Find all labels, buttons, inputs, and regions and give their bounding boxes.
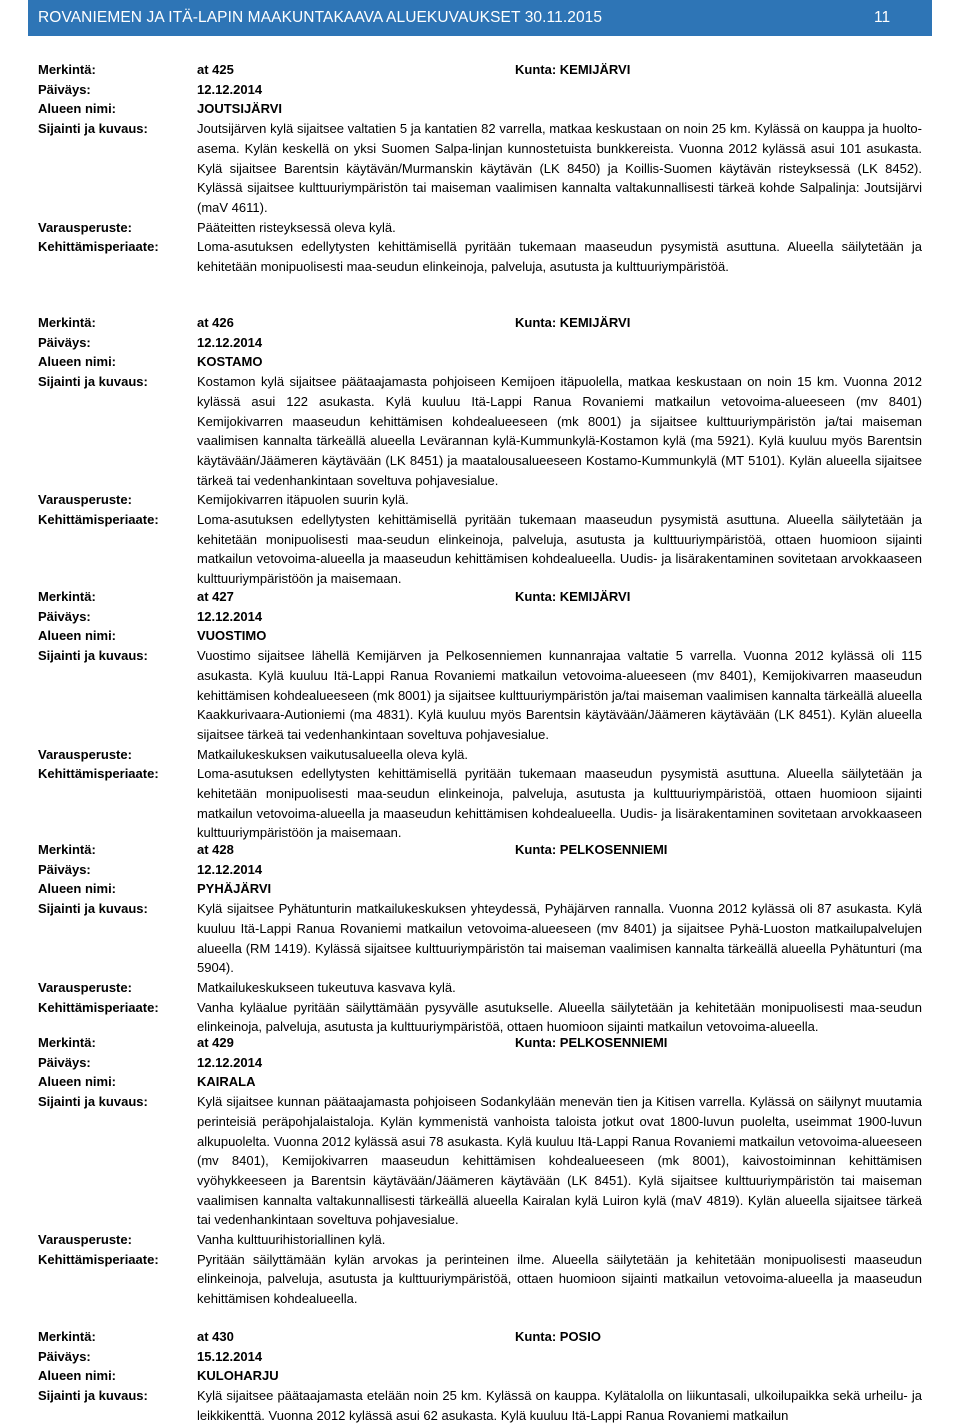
- name-row: [38, 626, 922, 646]
- varausperuste-text: Vanha kulttuurihistoriallinen kylä.: [197, 1232, 386, 1248]
- sijainti-label: Sijainti ja kuvaus:: [38, 121, 148, 137]
- date-row: [38, 333, 922, 353]
- entry-code: at 430: [197, 1329, 234, 1344]
- alueen-nimi-label: Alueen nimi:: [38, 1074, 117, 1090]
- page-header: [28, 0, 932, 36]
- municipality: Kunta: KEMIJÄRVI: [515, 62, 631, 77]
- merkinta-label: Merkintä:: [38, 1035, 96, 1050]
- kehittamisperiaate-row: [38, 510, 922, 589]
- kehittamisperiaate-row: [38, 237, 922, 276]
- varausperuste-label: Varausperuste:: [38, 219, 132, 235]
- kehittamisperiaate-row: [38, 764, 922, 843]
- varausperuste-text: Pääteitten risteyksessä oleva kylä.: [197, 219, 396, 235]
- name-row: [38, 99, 922, 119]
- kehittamisperiaate-label: Kehittämisperiaate:: [38, 239, 159, 255]
- description-row: [38, 372, 922, 490]
- kehittamisperiaate-label: Kehittämisperiaate:: [38, 766, 159, 782]
- entry-code: at 429: [197, 1035, 234, 1050]
- merkinta-label: Merkintä:: [38, 1329, 96, 1344]
- varausperuste-row: [38, 490, 922, 510]
- paivays-label: Päiväys:: [38, 1054, 91, 1070]
- sijainti-label: Sijainti ja kuvaus:: [38, 1388, 148, 1404]
- date-row: [38, 1053, 922, 1073]
- kehittamisperiaate-row: [38, 1250, 922, 1309]
- area-name: VUOSTIMO: [197, 628, 267, 644]
- area-name: KULOHARJU: [197, 1368, 279, 1384]
- merkinta-label: Merkintä:: [38, 62, 96, 77]
- sijainti-label: Sijainti ja kuvaus:: [38, 374, 148, 390]
- entry-date: 12.12.2014: [197, 334, 263, 350]
- document-title: ROVANIEMEN JA ITÄ-LAPIN MAAKUNTAKAAVA ALUEKUVAUKSET 30.11.2015: [38, 9, 603, 26]
- sijainti-label: Sijainti ja kuvaus:: [38, 901, 148, 917]
- municipality: Kunta: PELKOSENNIEMI: [515, 1035, 668, 1050]
- merkinta-label: Merkintä:: [38, 315, 96, 330]
- entry-code-row: [38, 60, 922, 80]
- varausperuste-text: Matkailukeskuksen vaikutusalueella oleva kylä.: [197, 746, 468, 762]
- paivays-label: Päiväys:: [38, 608, 91, 624]
- kehittamisperiaate-text: Loma-asutuksen edellytysten kehittämisellä pyritään tukemaan maaseudun pysymistä asuttuna. Alueella säilytetään ja kehitetään monipuolisesti maa-seudun elinkeinoja, palveluja, asutusta ja kulttuuriympäristöä, ottaen huomioon sijainti matkailun vetovoima-alueella ja maaseudun kehittämisen kohdealueella. Uudis- ja lisärakentaminen sovitetaan arvokkaaseen kulttuuriympäristöön ja maisemaan.: [197, 766, 922, 841]
- area-description: Kylä sijaitsee Pyhätunturin matkailukeskuksen yhteydessä, Pyhäjärven rannalla. Vuonna 2012 kylässä oli 87 asukasta. Kylä kuuluu Itä-Lappi Ranua Rovaniemi matkailun vetovoima-alueeseen (mv 8401) ja sijaitsee Pyhä-Luoston matkailupalvelujen alueella (RM 1419). Kylässä sijaitsee kulttuuriympäristön tai maiseman vaalimisen kannalta tärkeällä alueella Pyhätunturi (ma 5904).: [197, 901, 922, 976]
- municipality: Kunta: KEMIJÄRVI: [515, 589, 631, 604]
- entry-code-row: [38, 1327, 922, 1347]
- name-row: [38, 352, 922, 372]
- date-row: [38, 80, 922, 100]
- area-name: PYHÄJÄRVI: [197, 881, 272, 897]
- entry-code: at 425: [197, 62, 234, 77]
- entry-at-429: [38, 1033, 922, 1327]
- entry-date: 12.12.2014: [197, 1054, 263, 1070]
- area-name: KAIRALA: [197, 1074, 256, 1090]
- name-row: [38, 1366, 922, 1386]
- merkinta-label: Merkintä:: [38, 589, 96, 604]
- varausperuste-text: Kemijokivarren itäpuolen suurin kylä.: [197, 492, 409, 508]
- area-description: Vuostimo sijaitsee lähellä Kemijärven ja Pelkosenniemen kunnanrajaa valtatie 5 varrella. Vuonna 2012 kylässä oli 115 asukasta. Kylä kuuluu Itä-Lappi Ranua Rovaniemi matkailun vetovoima-alueeseen (mv 8401), Kemijokivarren maaseudun kehittämisen kohdealueeseen (mk 8001) ja sijaitsee kulttuuriympäristön ja/tai maiseman vaalimisen kannalta tärkeällä alueella Kaakkurivaara-Autioniemi (ma 4831). Kylä kuuluu myös Barentsin käytävään/Jäämeren käytävään (LK 8451). Kylän alueella sijaitsee tärkeä tai vedenhankintaan soveltuva pohjavesialue.: [197, 648, 922, 742]
- varausperuste-label: Varausperuste:: [38, 1232, 132, 1248]
- sijainti-label: Sijainti ja kuvaus:: [38, 1094, 148, 1110]
- area-description: Kylä sijaitsee kunnan päätaajamasta pohjoiseen Sodankylään menevän tien ja Kitisen varrella. Kylässä on säilynyt muutamia perinteisiä peräpohjalaistaloja. Kylän kymmenistä vanhoista taloista jotkut ovat 1800-luvun puolelta, useimmat 1900-luvun alkupuolelta. Vuonna 2012 kylässä asui 78 asukasta. Kylä kuuluu Itä-Lappi Ranua Rovaniemi matkailun vetovoima-alueeseen (mv 8401), Kemijokivarren maaseudun kehittämisen kohdealueeseen (mk 8001), kaivostoiminnan kehittämisen vyöhykkeeseen ja Barentsin käytävään/Jäämeren käytävään (LK 8451). Kylä sijaitsee kulttuuriympäristön tai maiseman vaalimisen kannalta valtakunnallisesti tärkeällä alueella Kairalan kylä Luiron kylä (maV 4819). Kylän alueella sijaitsee tärkeä tai vedenhankintaan soveltuva pohjavesialue.: [197, 1094, 922, 1228]
- entry-date: 15.12.2014: [197, 1348, 263, 1364]
- entry-at-426: [38, 313, 922, 587]
- varausperuste-row: [38, 745, 922, 765]
- kehittamisperiaate-text: Loma-asutuksen edellytysten kehittämisellä pyritään tukemaan maaseudun pysymistä asuttuna. Alueella säilytetään ja kehitetään monipuolisesti maa-seudun elinkeinoja, palveluja, asutusta ja kulttuuriympäristöä, ottaen huomioon sijainti matkailun vetovoima-alueella ja maaseudun kehittämisen kohdealueella. Uudis- ja lisärakentaminen sovitetaan arvokkaaseen kulttuuriympäristöön ja maisemaan.: [197, 512, 922, 587]
- date-row: [38, 607, 922, 627]
- varausperuste-label: Varausperuste:: [38, 979, 132, 995]
- entry-list: [38, 60, 922, 1426]
- kehittamisperiaate-label: Kehittämisperiaate:: [38, 999, 159, 1015]
- entry-code-row: [38, 587, 922, 607]
- kehittamisperiaate-text: Pyritään säilyttämään kylän arvokas ja perinteinen ilme. Alueella säilytetään ja kehitetään monipuolisesti maaseudun elinkeinoja, palveluja, asutusta ja kulttuuriympäristöä, ottaen huomioon sijainti matkailun vetovoima-alueella ja maaseudun kehittämisen kohdealueella.: [197, 1251, 922, 1307]
- municipality: Kunta: PELKOSENNIEMI: [515, 842, 668, 857]
- date-row: [38, 860, 922, 880]
- description-row: [38, 1386, 922, 1425]
- alueen-nimi-label: Alueen nimi:: [38, 354, 117, 370]
- kehittamisperiaate-label: Kehittämisperiaate:: [38, 512, 159, 528]
- kehittamisperiaate-label: Kehittämisperiaate:: [38, 1251, 159, 1267]
- entry-code: at 428: [197, 842, 234, 857]
- entry-at-427: [38, 587, 922, 840]
- paivays-label: Päiväys:: [38, 1348, 91, 1364]
- alueen-nimi-label: Alueen nimi:: [38, 1368, 117, 1384]
- sijainti-label: Sijainti ja kuvaus:: [38, 648, 148, 664]
- name-row: [38, 879, 922, 899]
- entry-date: 12.12.2014: [197, 81, 263, 97]
- page-number: 11: [874, 9, 891, 26]
- entry-code: at 426: [197, 315, 234, 330]
- entry-at-425: [38, 60, 922, 313]
- alueen-nimi-label: Alueen nimi:: [38, 628, 117, 644]
- varausperuste-row: [38, 1230, 922, 1250]
- varausperuste-label: Varausperuste:: [38, 492, 132, 508]
- paivays-label: Päiväys:: [38, 334, 91, 350]
- varausperuste-row: [38, 978, 922, 998]
- municipality: Kunta: POSIO: [515, 1329, 601, 1344]
- varausperuste-label: Varausperuste:: [38, 746, 132, 762]
- area-description: Kostamon kylä sijaitsee päätaajamasta pohjoiseen Kemijoen itäpuolella, matkaa keskustaan on noin 15 km. Vuonna 2012 kylässä asui 122 asukasta. Kylä kuuluu Itä-Lappi Ranua Rovaniemi matkailun vetovoima-alueeseen (mv 8401) Kemijokivarren maaseudun kehittämisen kohdealueeseen (mk 8001) ja sijaitsee kulttuuriympäristön ja/tai maiseman vaalimisen kannalta tärkeällä alueella Levärannan kylä-Kummunkylä-Kostamon kylä (ma 5921). Kylä kuuluu myös Barentsin käytävään/Jäämeren käytävään (LK 8451) ja maatalousalueeseen Kostamo-Kummunkylä (MT 5101). Kylän alueella sijaitsee tärkeä tai vedenhankintaan soveltuva pohjavesialue.: [197, 374, 922, 488]
- paivays-label: Päiväys:: [38, 81, 91, 97]
- municipality: Kunta: KEMIJÄRVI: [515, 315, 631, 330]
- entry-at-428: [38, 840, 922, 1033]
- date-row: [38, 1347, 922, 1367]
- entry-date: 12.12.2014: [197, 608, 263, 624]
- description-row: [38, 646, 922, 745]
- entry-code-row: [38, 313, 922, 333]
- entry-code: at 427: [197, 589, 234, 604]
- kehittamisperiaate-text: Vanha kyläalue pyritään säilyttämään pysyvälle asutukselle. Alueella säilytetään ja kehitetään monipuolisesti maa-seudun elinkeinoja, palveluja, asutusta ja kulttuuriympäristöä, ottaen huomioon sijainti matkailun vetovoima-alueella.: [197, 999, 922, 1035]
- alueen-nimi-label: Alueen nimi:: [38, 881, 117, 897]
- area-name: JOUTSIJÄRVI: [197, 101, 283, 117]
- description-row: [38, 119, 922, 218]
- paivays-label: Päiväys:: [38, 861, 91, 877]
- merkinta-label: Merkintä:: [38, 842, 96, 857]
- entry-at-430: [38, 1327, 922, 1426]
- area-description: Kylä sijaitsee päätaajamasta etelään noin 25 km. Kylässä on kauppa. Kylätalolla on liikuntasali, ulkoilupaikka sekä urheilu- ja leikkikenttä. Vuonna 2012 kylässä asui 62 asukasta. Kylä kuuluu Itä-Lappi Ranua Rovaniemi matkailun: [197, 1388, 922, 1423]
- varausperuste-text: Matkailukeskukseen tukeutuva kasvava kylä.: [197, 979, 456, 995]
- kehittamisperiaate-row: [38, 998, 922, 1037]
- kehittamisperiaate-text: Loma-asutuksen edellytysten kehittämisellä pyritään tukemaan maaseudun pysymistä asuttuna. Alueella säilytetään ja kehitetään monipuolisesti maa-seudun elinkeinoja, palveluja, asutusta ja kulttuuriympäristöä.: [197, 239, 922, 275]
- name-row: [38, 1072, 922, 1092]
- varausperuste-row: [38, 218, 922, 238]
- entry-date: 12.12.2014: [197, 861, 263, 877]
- area-description: Joutsijärven kylä sijaitsee valtatien 5 ja kantatien 82 varrella, matkaa keskustaan on noin 25 km. Kylässä on kauppa ja huolto-asema. Kylän keskellä on yksi Suomen Salpa-linjan kunnostetuista bunkkereista. Vuonna 2012 kylässä asui 101 asukasta. Kylä sijaitsee Barentsin käytävän/Murmanskin käytävän (LK 8450) ja Koillis-Suomen käytävän risteyksessä (LK 8452). Kylässä sijaitsee kulttuuriympäristön tai maiseman vaalimisen kannalta valtakunnallisesti tärkeä kohde Salpalinja: Joutsijärvi (maV 4611).: [197, 121, 922, 215]
- description-row: [38, 1092, 922, 1230]
- description-row: [38, 899, 922, 978]
- area-name: KOSTAMO: [197, 354, 263, 370]
- alueen-nimi-label: Alueen nimi:: [38, 101, 117, 117]
